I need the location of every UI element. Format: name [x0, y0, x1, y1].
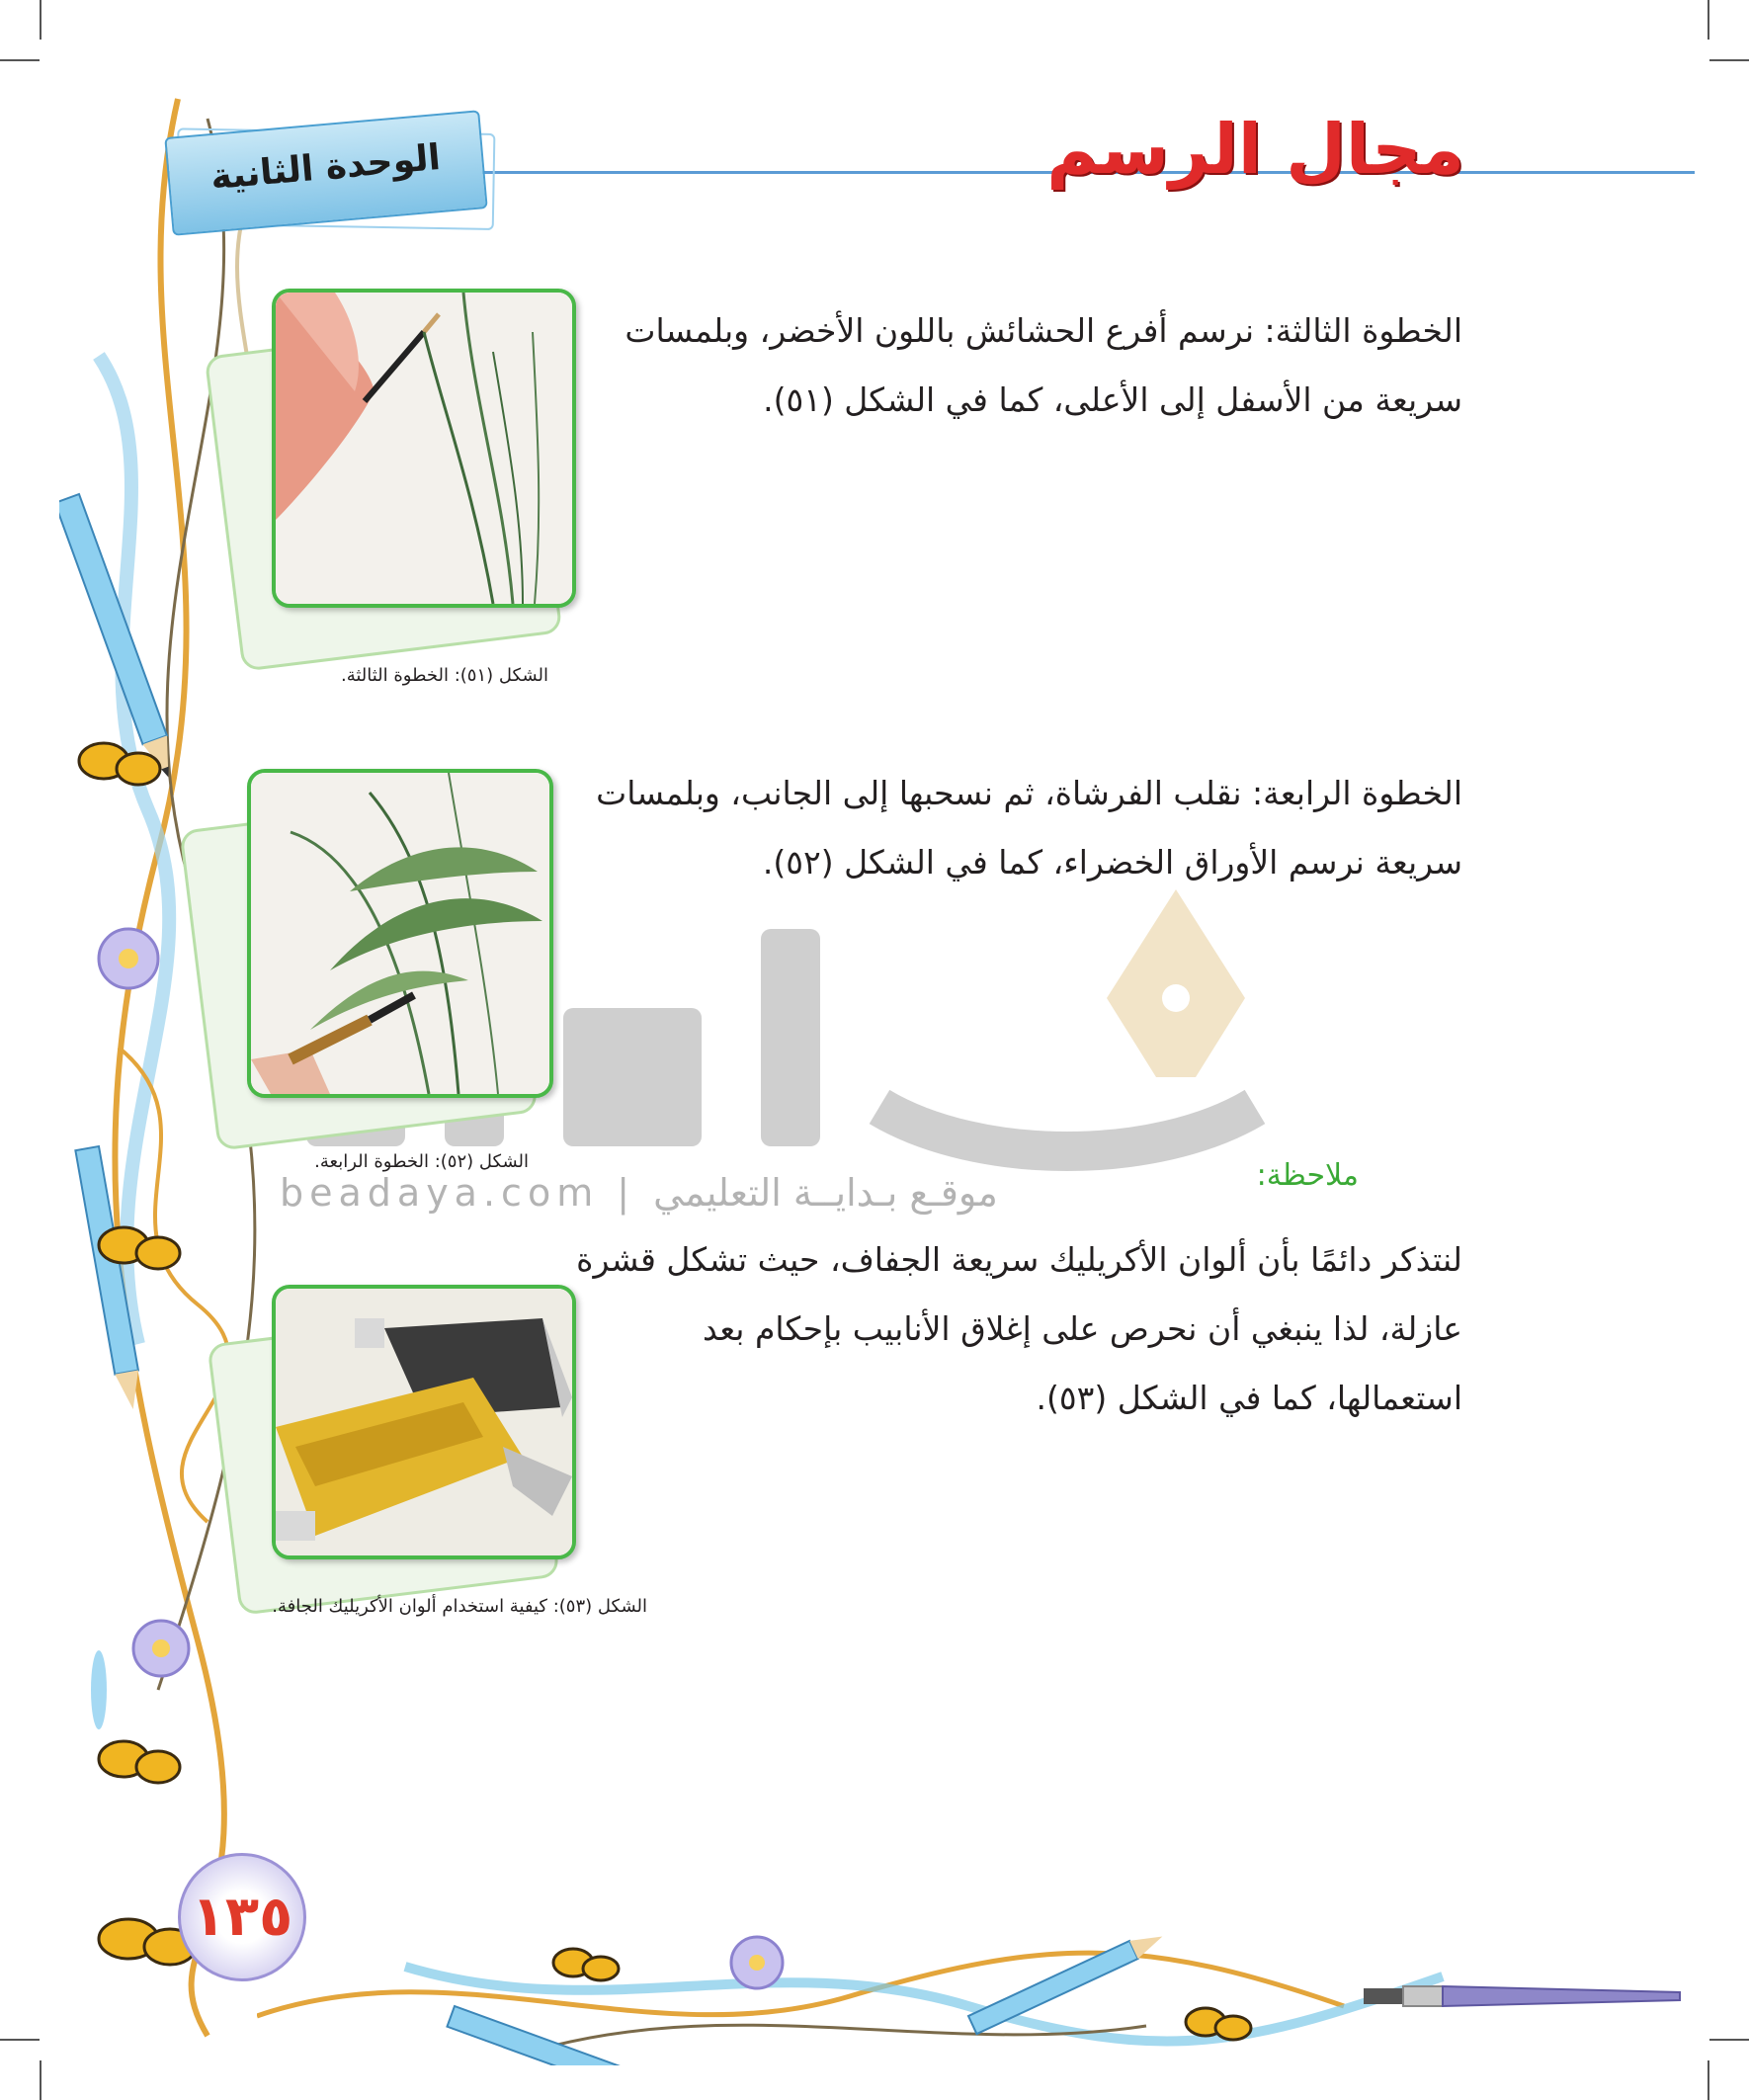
watermark-site-text: beadaya.com | موقـع بـدايــة التعليمي	[280, 1171, 998, 1215]
flower-icon	[133, 1621, 189, 1676]
flower-icon	[99, 929, 158, 988]
pencil-icon	[447, 2006, 671, 2065]
step4-paragraph: الخطوة الرابعة: نقلب الفرشاة، ثم نسحبها إلى الجانب، وبلمسات سريعة نرسم الأوراق الخضراء، كما في الشكل (٥٢).	[596, 774, 1462, 882]
note-label: ملاحظة:	[1256, 1158, 1359, 1193]
crop-mark	[40, 0, 42, 40]
flower-icon	[731, 1937, 783, 1988]
figure-52-caption: الشكل (٥٢): الخطوة الرابعة.	[314, 1151, 529, 1172]
figure-51-photo	[272, 289, 576, 608]
unit-label: الوحدة الثانية	[208, 136, 443, 199]
figure-52-photo	[247, 769, 553, 1098]
figure-53-caption: الشكل (٥٣): كيفية استخدام ألوان الأكريليك الجافة.	[272, 1596, 647, 1617]
note-paragraph: لنتذكر دائمًا بأن ألوان الأكريليك سريعة الجفاف، حيث تشكل قشرة عازلة، لذا ينبغي أن نحرص على إغلاق الأنابيب بإحكام بعد استعمالها، كما في الشكل (٥٣).	[576, 1240, 1462, 1417]
butterfly-icon	[99, 1741, 180, 1783]
page-number-text: ١٣٥	[191, 1885, 293, 1949]
crop-mark	[1709, 59, 1749, 61]
crop-mark	[1707, 2060, 1709, 2100]
pencil-icon	[968, 1927, 1167, 2034]
unit-badge	[164, 110, 487, 236]
figure-51-caption: الشكل (٥١): الخطوة الثالثة.	[340, 665, 548, 686]
decorative-border-bottom	[257, 1907, 1690, 2065]
step3-paragraph: الخطوة الثالثة: نرسم أفرع الحشائش باللون الأخضر، وبلمسات سريعة من الأسفل إلى الأعلى، كما في الشكل (٥١).	[625, 311, 1462, 419]
butterfly-icon	[553, 1949, 619, 1980]
figure-53-photo	[272, 1285, 576, 1559]
page-number	[178, 1853, 306, 1981]
brush-icon	[1364, 1986, 1680, 2006]
pencil-icon	[59, 494, 181, 782]
butterfly-icon	[1186, 2008, 1251, 2040]
crop-mark	[40, 2060, 42, 2100]
crop-mark	[1709, 2039, 1749, 2041]
field-title: مجال الرسم	[1046, 109, 1464, 190]
crop-mark	[1707, 0, 1709, 40]
crop-mark	[0, 59, 40, 61]
crop-mark	[0, 2039, 40, 2041]
